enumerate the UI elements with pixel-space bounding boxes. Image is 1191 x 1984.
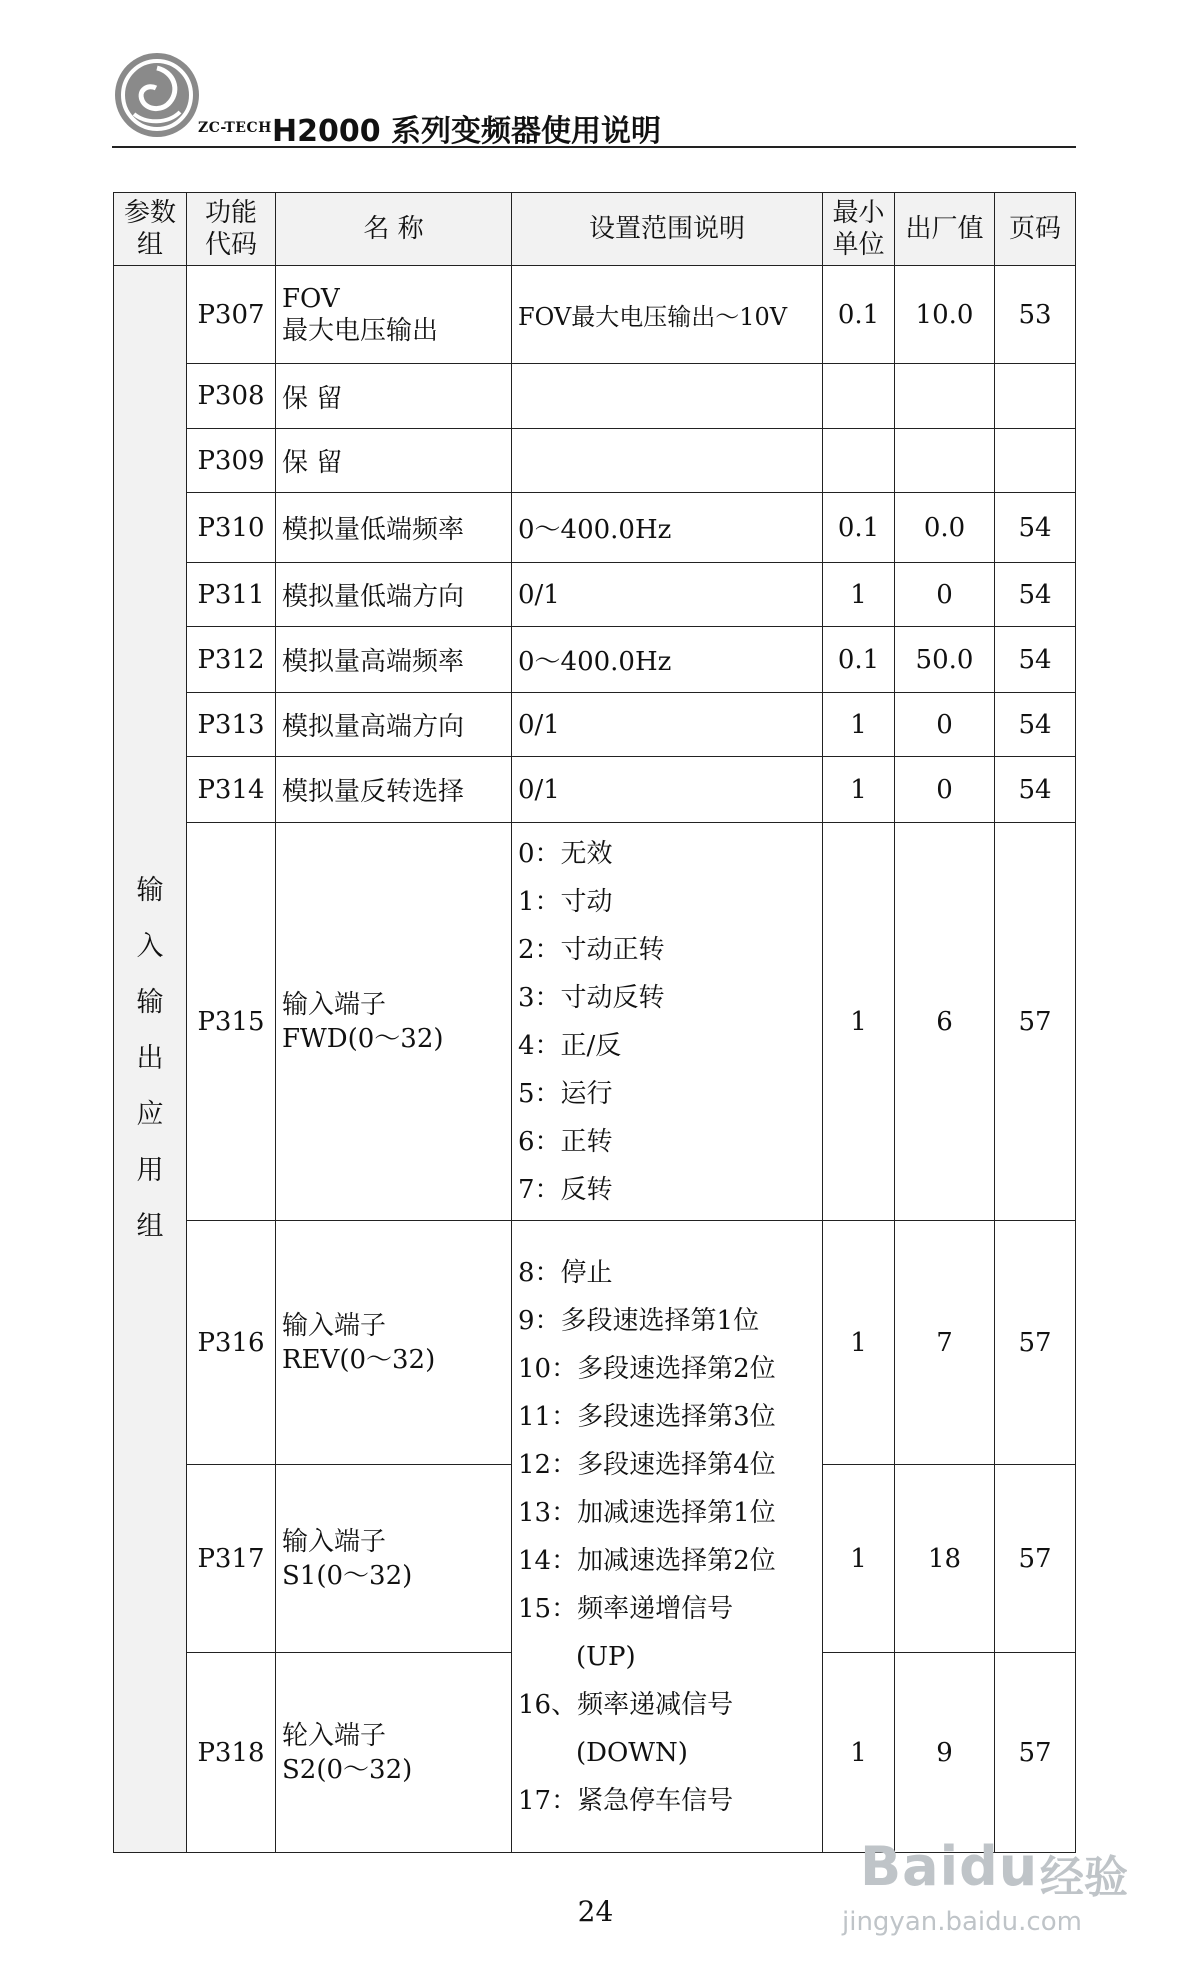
baidu-watermark bbox=[840, 1835, 1140, 1945]
default-cell: 0 bbox=[895, 693, 995, 757]
table-row bbox=[114, 266, 1076, 364]
header-page: 页码 bbox=[995, 193, 1076, 266]
default-cell: 0.0 bbox=[895, 493, 995, 563]
name-line: S2(0～32) bbox=[282, 1754, 413, 1785]
header-name: 名 称 bbox=[276, 193, 512, 266]
name-line: FWD(0～32) bbox=[282, 1023, 444, 1054]
group-cell bbox=[114, 266, 187, 1853]
default-cell: 6 bbox=[895, 823, 995, 1221]
option-item: 1：寸动 bbox=[518, 886, 613, 917]
code-cell: P315 bbox=[187, 823, 276, 1221]
unit-cell: 1 bbox=[823, 563, 895, 627]
document-title: H2000 系列变频器使用说明 bbox=[272, 114, 662, 149]
unit-cell: 0.1 bbox=[823, 627, 895, 693]
option-item: 3：寸动反转 bbox=[518, 982, 665, 1013]
header-group: 参数组 bbox=[114, 193, 187, 266]
name-line: REV(0～32) bbox=[282, 1344, 436, 1375]
default-cell: 9 bbox=[895, 1653, 995, 1853]
page-cell: 54 bbox=[995, 693, 1076, 757]
option-item: 6：正转 bbox=[518, 1126, 613, 1157]
option-item: 4：正/反 bbox=[518, 1030, 622, 1061]
name-line: FOV bbox=[282, 283, 340, 314]
code-cell: P311 bbox=[187, 563, 276, 627]
header-unit: 最小单位 bbox=[823, 193, 895, 266]
page-cell: 57 bbox=[995, 1465, 1076, 1653]
range-cell: 0/1 bbox=[512, 563, 823, 627]
name-cell bbox=[276, 823, 512, 1221]
unit-cell: 1 bbox=[823, 757, 895, 823]
name-line: 最大电压输出 bbox=[282, 315, 439, 346]
range-cell: 0～400.0Hz bbox=[512, 627, 823, 693]
group-char: 组 bbox=[136, 1211, 164, 1242]
name-cell bbox=[276, 266, 512, 364]
table-row bbox=[114, 823, 1076, 1221]
group-char: 输 bbox=[136, 875, 164, 906]
table-row bbox=[114, 627, 1076, 693]
group-char: 入 bbox=[136, 931, 164, 962]
name-cell: 模拟量低端方向 bbox=[276, 563, 512, 627]
name-line: 轮入端子 bbox=[282, 1720, 387, 1751]
default-cell bbox=[895, 429, 995, 493]
code-cell: P309 bbox=[187, 429, 276, 493]
option-item: 15：频率递增信号 bbox=[518, 1593, 734, 1624]
zc-tech-logo bbox=[112, 50, 202, 140]
default-cell: 18 bbox=[895, 1465, 995, 1653]
default-cell bbox=[895, 364, 995, 429]
page-cell: 54 bbox=[995, 493, 1076, 563]
table-row bbox=[114, 1221, 1076, 1465]
code-cell: P307 bbox=[187, 266, 276, 364]
option-item: 11：多段速选择第3位 bbox=[518, 1401, 776, 1432]
page-cell bbox=[995, 364, 1076, 429]
watermark-url: jingyan.baidu.com bbox=[842, 1907, 1082, 1937]
code-cell: P312 bbox=[187, 627, 276, 693]
default-cell: 0 bbox=[895, 563, 995, 627]
option-item: (DOWN) bbox=[576, 1737, 688, 1768]
page-cell: 53 bbox=[995, 266, 1076, 364]
page-cell: 54 bbox=[995, 563, 1076, 627]
header-rule bbox=[112, 146, 1076, 148]
code-cell: P313 bbox=[187, 693, 276, 757]
name-cell bbox=[276, 1221, 512, 1465]
unit-cell: 1 bbox=[823, 1221, 895, 1465]
group-char: 出 bbox=[136, 1043, 164, 1074]
header-range: 设置范围说明 bbox=[512, 193, 823, 266]
option-item: 8：停止 bbox=[518, 1257, 613, 1288]
name-line: 输入端子 bbox=[282, 1310, 387, 1341]
code-cell: P308 bbox=[187, 364, 276, 429]
option-item: 14：加减速选择第2位 bbox=[518, 1545, 776, 1576]
range-cell: FOV最大电压输出～10V bbox=[512, 266, 823, 364]
code-cell: P314 bbox=[187, 757, 276, 823]
parameter-table bbox=[113, 192, 1076, 1853]
table-row bbox=[114, 429, 1076, 493]
code-cell: P310 bbox=[187, 493, 276, 563]
name-cell: 模拟量高端频率 bbox=[276, 627, 512, 693]
name-line: 输入端子 bbox=[282, 1526, 387, 1557]
table-row bbox=[114, 563, 1076, 627]
options-cell bbox=[512, 1221, 823, 1853]
table-row bbox=[114, 693, 1076, 757]
option-item: 17：紧急停车信号 bbox=[518, 1785, 734, 1816]
unit-cell: 0.1 bbox=[823, 493, 895, 563]
default-cell: 0 bbox=[895, 757, 995, 823]
name-cell: 模拟量低端频率 bbox=[276, 493, 512, 563]
name-cell bbox=[276, 1653, 512, 1853]
range-cell: 0/1 bbox=[512, 693, 823, 757]
page-cell bbox=[995, 429, 1076, 493]
name-cell: 模拟量反转选择 bbox=[276, 757, 512, 823]
watermark-suffix: 经验 bbox=[1040, 1852, 1128, 1903]
unit-cell: 1 bbox=[823, 693, 895, 757]
option-item: 2：寸动正转 bbox=[518, 934, 665, 965]
page-cell: 57 bbox=[995, 1653, 1076, 1853]
name-line: S1(0～32) bbox=[282, 1560, 413, 1591]
option-item: 5：运行 bbox=[518, 1078, 613, 1109]
range-cell: 0/1 bbox=[512, 757, 823, 823]
page-cell: 54 bbox=[995, 757, 1076, 823]
table-row bbox=[114, 757, 1076, 823]
header-default: 出厂值 bbox=[895, 193, 995, 266]
name-cell: 模拟量高端方向 bbox=[276, 693, 512, 757]
watermark-brand: Baidu bbox=[860, 1835, 1039, 1898]
page-header bbox=[112, 50, 1076, 150]
option-item: 16、频率递减信号 bbox=[518, 1689, 734, 1720]
option-item: 10：多段速选择第2位 bbox=[518, 1353, 776, 1384]
group-char: 用 bbox=[136, 1155, 164, 1186]
range-cell: 0～400.0Hz bbox=[512, 493, 823, 563]
option-item: (UP) bbox=[576, 1641, 636, 1672]
unit-cell bbox=[823, 364, 895, 429]
default-cell: 7 bbox=[895, 1221, 995, 1465]
group-char: 输 bbox=[136, 987, 164, 1018]
code-cell: P317 bbox=[187, 1465, 276, 1653]
unit-cell bbox=[823, 429, 895, 493]
code-cell: P316 bbox=[187, 1221, 276, 1465]
option-item: 13：加减速选择第1位 bbox=[518, 1497, 776, 1528]
range-cell bbox=[512, 429, 823, 493]
group-char: 应 bbox=[136, 1099, 164, 1130]
option-item: 7：反转 bbox=[518, 1174, 613, 1205]
name-line: 输入端子 bbox=[282, 989, 387, 1020]
unit-cell: 1 bbox=[823, 1653, 895, 1853]
options-cell bbox=[512, 823, 823, 1221]
table-header-row bbox=[114, 193, 1076, 266]
option-item: 0：无效 bbox=[518, 838, 613, 869]
table-row bbox=[114, 364, 1076, 429]
page-cell: 54 bbox=[995, 627, 1076, 693]
header-code: 功能代码 bbox=[187, 193, 276, 266]
code-cell: P318 bbox=[187, 1653, 276, 1853]
default-cell: 50.0 bbox=[895, 627, 995, 693]
default-cell: 10.0 bbox=[895, 266, 995, 364]
range-cell bbox=[512, 364, 823, 429]
unit-cell: 1 bbox=[823, 1465, 895, 1653]
name-cell: 保 留 bbox=[276, 364, 512, 429]
page-cell: 57 bbox=[995, 1221, 1076, 1465]
unit-cell: 0.1 bbox=[823, 266, 895, 364]
name-cell: 保 留 bbox=[276, 429, 512, 493]
page-cell: 57 bbox=[995, 823, 1076, 1221]
option-item: 9：多段速选择第1位 bbox=[518, 1305, 760, 1336]
page-number: 24 bbox=[577, 1895, 614, 1928]
option-item: 12：多段速选择第4位 bbox=[518, 1449, 776, 1480]
name-cell bbox=[276, 1465, 512, 1653]
unit-cell: 1 bbox=[823, 823, 895, 1221]
brand-name: ZC-TECH bbox=[198, 120, 272, 136]
table-row bbox=[114, 493, 1076, 563]
